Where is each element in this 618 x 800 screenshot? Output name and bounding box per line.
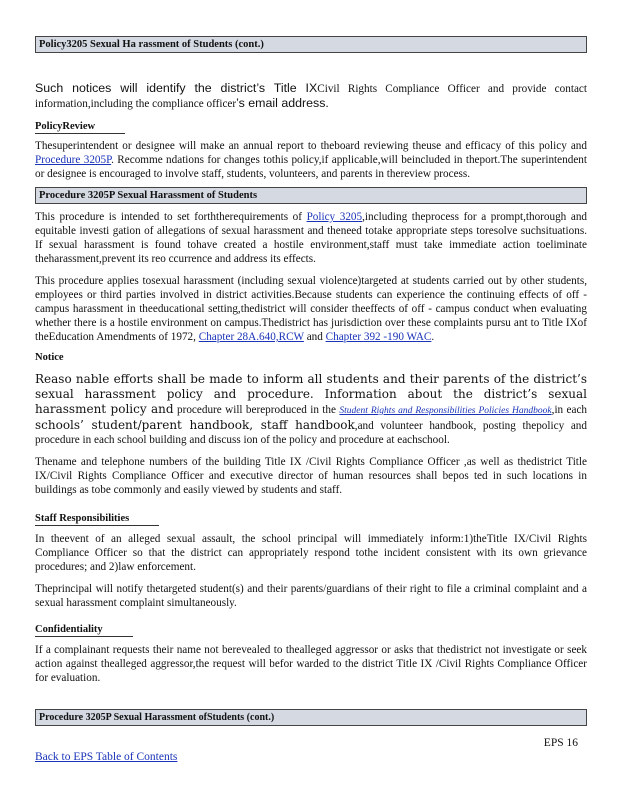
intro-paragraph: Such notices will identify the district’s Title IXCivil Rights Compliance Officer and provide contact information,including the compliance officer’s email address. [35, 81, 587, 110]
chapter-28a-link[interactable]: Chapter 28A.640,RCW [198, 331, 304, 343]
policy-review-paragraph: Thesuperintendent or designee will make an annual report to theboard reviewing theuse and efficacy of this policy and Procedure 3205P. Recomme ndations for changes tothis policy,if applicable,will beincluded in theport.The superintendent or designee is encouraged to involve staff, students, volunteers, and parents in thereview process. [35, 140, 587, 180]
contact-paragraph: Thename and telephone numbers of the building Title IX /Civil Rights Compliance Officer ,as well as thedistrict Title IX/Civil Rights Compliance Officer and executive director of human resources shall bepos ted in such locations in buildings as tobe commonly and easily viewed by students and staff. [35, 456, 587, 496]
procedure-3205p-link[interactable]: Procedure 3205P [35, 154, 112, 166]
staff-paragraph-1: In theevent of an alleged sexual assault, the school principal will immediately inform:1)theTitle IX/Civil Rights Compliance Officer so that the district can appropriately respond tothe incident consistent with its own grievance procedures; and 2)law enforcement. [35, 533, 587, 573]
notice-paragraph: Reaso nable efforts shall be made to inform all students and their parents of the district’s sexual harassment policy and procedure. Information about the district’s sexual harassment policy and procedure will bereproduced in the Student Rights and Responsibilities Policies Handbook,in each schools’ student/parent handbook, staff handbook,and volunteer handbook, posting thepolicy and procedure in each school building and discuss ion of the policy and procedure at eachschool. [35, 372, 588, 446]
procedure-paragraph-2: This procedure applies tosexual harassment (including sexual violence)targeted at students carried out by other students, employees or third parties involved in district activities.Because students can experience the continuing effects of off - campus harassment in theeducational setting,thedistrict will consider theeffects of off - campus conduct when evaluating whether there is a hostile environment on campus.Thedistrict has jurisdiction over these complaints pursu ant to Title IXof theEducation Amendments of 1972, Chapter 28A.640,RCW and Chapter 392 -190 WAC. [35, 275, 587, 343]
staff-responsibilities-heading: Staff Responsibilities [35, 512, 159, 526]
policy-3205-link[interactable]: Policy 3205 [306, 211, 363, 223]
student-rights-handbook-link[interactable]: Student Rights and Responsibilities Policies Handbook [339, 406, 552, 416]
confidentiality-heading: Confidentiality [35, 623, 133, 637]
page-number: EPS 16 [543, 737, 578, 749]
chapter-392-link[interactable]: Chapter 392 -190 WAC [325, 331, 432, 343]
procedure-paragraph-1: This procedure is intended to set forththerequirements of Policy 3205,including theprocess for a prompt,thorough and equitable investi gation of allegations of sexual harassment and theneed totake appropriate steps toresolve suchsituations. If sexual harassment is found tohave created a hostile environment,staff must take immediate action toeliminate theharassment,prevent its reo ccurrence and address its effects. [35, 211, 588, 265]
policy-review-heading: PolicyReview [35, 120, 125, 134]
confidentiality-paragraph: If a complainant requests their name not berevealed to thealleged aggressor or asks that thedistrict not investigate or seek action against thealleged aggressor,the request will befor warded to the district Title IX /Civil Rights Compliance Officer for evaluation. [35, 644, 587, 684]
header-bar: Policy3205 Sexual Ha rassment of Students (cont.) [35, 36, 587, 53]
back-to-contents-link[interactable]: Back to EPS Table of Contents [35, 751, 178, 763]
notice-heading: Notice [35, 352, 64, 363]
procedure-bar: Procedure 3205P Sexual Harassment of Students [35, 187, 587, 204]
footer-bar: Procedure 3205P Sexual Harassment ofStudents (cont.) [35, 709, 587, 726]
staff-paragraph-2: Theprincipal will notify thetargeted student(s) and their parents/guardians of their right to file a criminal complaint and a sexual harassment complaint simultaneously. [35, 583, 587, 609]
